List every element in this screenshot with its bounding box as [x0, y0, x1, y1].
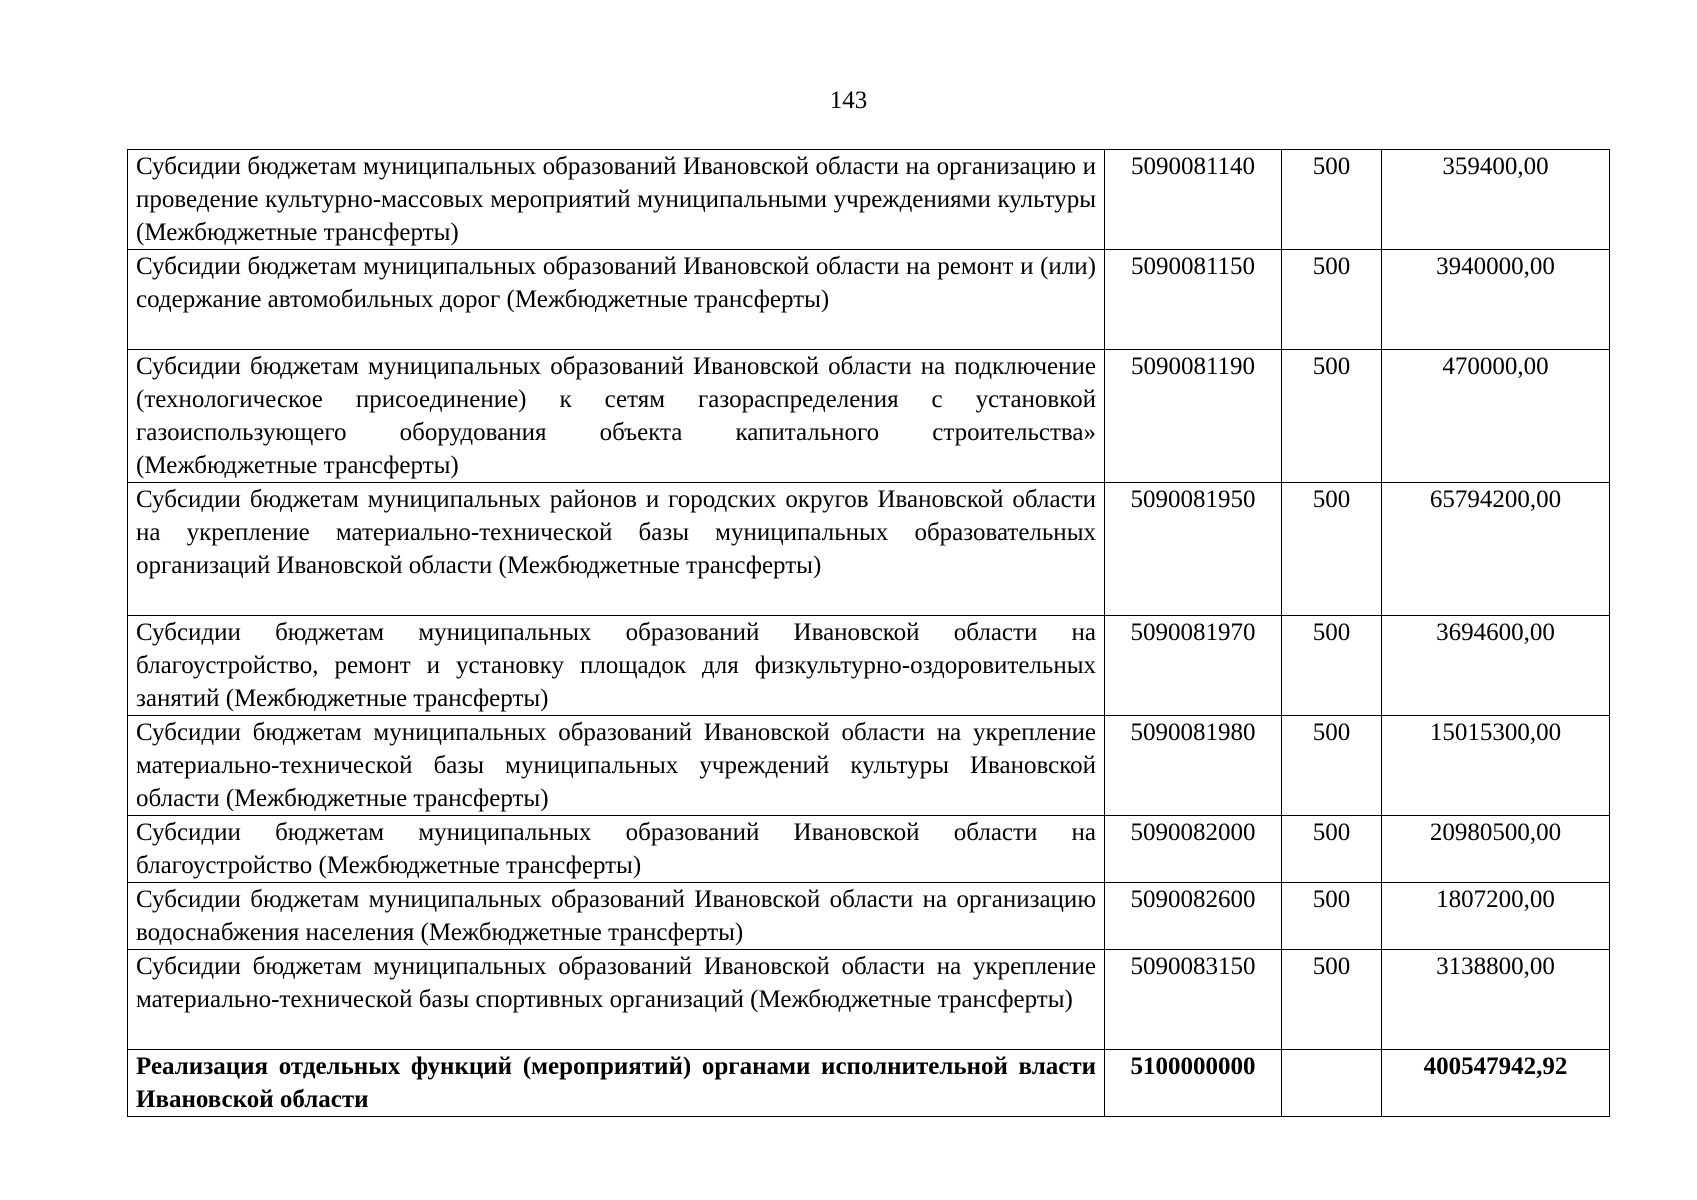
row-name: Субсидии бюджетам муниципальных образований Ивановской области на укрепление материально-технической базы спортивных организаций (Межбюджетные трансферты) [128, 950, 1105, 1050]
row-type: 500 [1282, 350, 1382, 483]
row-code: 5090081970 [1105, 616, 1282, 716]
table-row [128, 616, 1610, 716]
row-name: Субсидии бюджетам муниципальных образований Ивановской области на организацию и проведение культурно-массовых мероприятий муниципальными учреждениями культуры (Межбюджетные трансферты) [128, 150, 1105, 250]
row-code: 5090081980 [1105, 716, 1282, 816]
row-type: 500 [1282, 950, 1382, 1050]
table-row [128, 950, 1610, 1050]
row-name: Субсидии бюджетам муниципальных районов и городских округов Ивановской области на укрепление материально-технической базы муниципальных образовательных организаций Ивановской области (Межбюджетные трансферты) [128, 483, 1105, 616]
row-name: Субсидии бюджетам муниципальных образований Ивановской области на организацию водоснабжения населения (Межбюджетные трансферты) [128, 883, 1105, 950]
table-row-total [128, 1050, 1610, 1117]
row-amount: 470000,00 [1382, 350, 1610, 483]
row-code: 5090081950 [1105, 483, 1282, 616]
row-amount: 15015300,00 [1382, 716, 1610, 816]
row-amount: 3940000,00 [1382, 250, 1610, 350]
row-code: 5090082600 [1105, 883, 1282, 950]
row-name: Субсидии бюджетам муниципальных образований Ивановской области на благоустройство, ремонт и установку площадок для физкультурно-оздоровительных занятий (Межбюджетные трансферты) [128, 616, 1105, 716]
row-type: 500 [1282, 883, 1382, 950]
row-amount: 400547942,92 [1382, 1050, 1610, 1117]
row-type: 500 [1282, 716, 1382, 816]
table-row [128, 350, 1610, 483]
row-type: 500 [1282, 616, 1382, 716]
row-type: 500 [1282, 816, 1382, 883]
table-row [128, 716, 1610, 816]
row-code: 5100000000 [1105, 1050, 1282, 1117]
row-type [1282, 1050, 1382, 1117]
row-name: Субсидии бюджетам муниципальных образований Ивановской области на подключение (технологическое присоединение) к сетям газораспределения с установкой газоиспользующего оборудования объекта капитального строительства» (Межбюджетные трансферты) [128, 350, 1105, 483]
row-type: 500 [1282, 483, 1382, 616]
row-type: 500 [1282, 250, 1382, 350]
table-row [128, 150, 1610, 250]
row-amount: 359400,00 [1382, 150, 1610, 250]
row-code: 5090081140 [1105, 150, 1282, 250]
row-amount: 20980500,00 [1382, 816, 1610, 883]
row-amount: 3694600,00 [1382, 616, 1610, 716]
row-type: 500 [1282, 150, 1382, 250]
row-code: 5090082000 [1105, 816, 1282, 883]
row-name: Субсидии бюджетам муниципальных образований Ивановской области на укрепление материально-технической базы муниципальных учреждений культуры Ивановской области (Межбюджетные трансферты) [128, 716, 1105, 816]
table-row [128, 883, 1610, 950]
row-amount: 1807200,00 [1382, 883, 1610, 950]
table-row [128, 250, 1610, 350]
row-name: Субсидии бюджетам муниципальных образований Ивановской области на ремонт и (или) содержание автомобильных дорог (Межбюджетные трансферты) [128, 250, 1105, 350]
table-row [128, 816, 1610, 883]
budget-table [127, 149, 1610, 1117]
row-amount: 65794200,00 [1382, 483, 1610, 616]
row-code: 5090081150 [1105, 250, 1282, 350]
row-amount: 3138800,00 [1382, 950, 1610, 1050]
row-name: Субсидии бюджетам муниципальных образований Ивановской области на благоустройство (Межбюджетные трансферты) [128, 816, 1105, 883]
row-name: Реализация отдельных функций (мероприятий) органами исполнительной власти Ивановской области [128, 1050, 1105, 1117]
table-row [128, 483, 1610, 616]
page-number: 143 [829, 87, 868, 114]
row-code: 5090083150 [1105, 950, 1282, 1050]
row-code: 5090081190 [1105, 350, 1282, 483]
